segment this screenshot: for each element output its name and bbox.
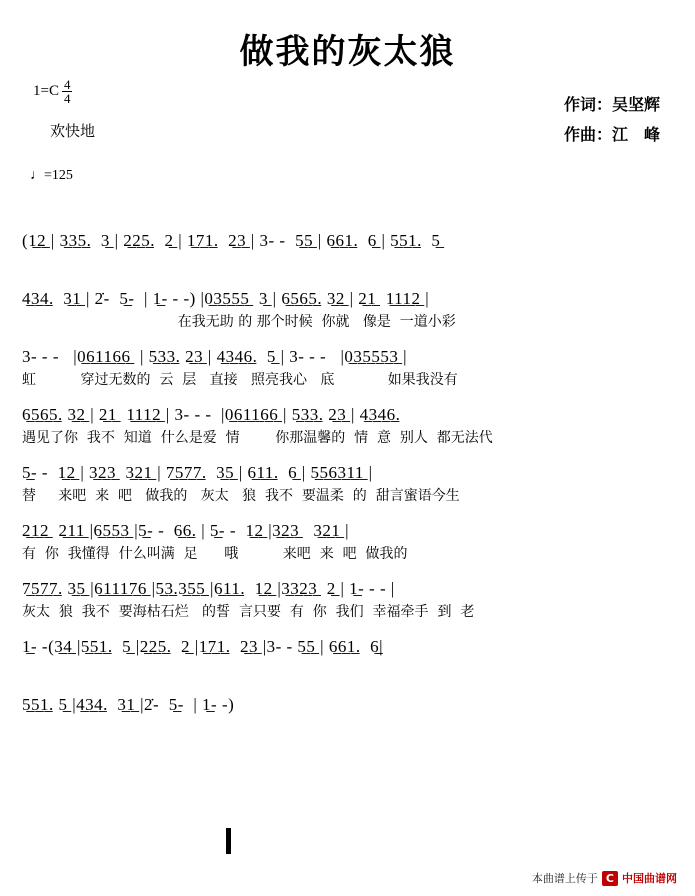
music-system	[0, 692, 695, 742]
notation-line: 4̲3̲4̲. 3̲1̲ | 2̇- 5̲- | 1̲- - -) |0̲3̲5̲5̲5̲ 3̲ | 6̲5̲6̲5̲. 3̲2̲ | 2̲1̲ 1̲1̲1̲2̲ |	[22, 289, 430, 308]
site-name: 中国曲谱网	[622, 872, 677, 885]
credits-block	[564, 90, 660, 149]
music-system	[0, 460, 695, 510]
page-title: 做我的灰太狼	[239, 32, 456, 72]
music-system	[0, 634, 695, 684]
mood-marking: 欢快地	[50, 122, 96, 140]
music-system	[0, 344, 695, 394]
music-system	[0, 286, 695, 336]
final-barline	[226, 828, 231, 854]
lyrics-line	[22, 718, 673, 742]
notation-line: 5̲5̲1̲. 5̲ |4̲3̲4̲. 3̲1̲ |2̇- 5̲- | 1̲- -)	[22, 695, 235, 714]
lyrics-line: 在我无助 的 那个时候 你就 像是 一道小彩	[22, 314, 456, 330]
lyrics-line	[22, 660, 673, 684]
notation-line: 6̲5̲6̲5̲. 3̲2̲ | 2̲1̲ 1̲1̲1̲2̲ | 3- - - |0̲6̲1̲1̲6̲6̲ | 5̲3̲3̲. 2̲3̲ | 4̲3̲4̲6̲.	[22, 405, 406, 424]
lyrics-line: 遇见了你 我不 知道 什么是爱 情 你那温馨的 情 意 别人 都无法代	[22, 430, 493, 446]
notation-line: 1̲- -(3̲4̲ |5̲5̲1̲. 5̲ |2̲2̲5̲. 2̲ |1̲7̲1̲. 2̲3̲ |3- - 5̲5̲ | 6̲6̲1̲. 6̲|	[22, 637, 383, 656]
notation-line: 7̲5̲7̲7̲. 3̲5̲ |6̲1̲1̲1̲7̲6̲ |5̲3̲.3̲5̲5̲ |6̲1̲1̲. 1̲2̲ |3̲3̲2̲3̲ 2̲ | 1̲- - - |	[22, 579, 395, 598]
notation-line: 3- - - |0̲6̲1̲1̲6̲6̲ | 5̲3̲3̲. 2̲3̲ | 4̲3̲4̲6̲. 5̲ | 3- - - |0̲3̲5̲5̲5̲3̲ |	[22, 347, 408, 366]
lyrics-line: 替 来吧 来 吧 做我的 灰太 狼 我不 要温柔 的 甜言蜜语今生	[22, 488, 460, 504]
lyrics-line: 虹 穿过无数的 云 层 直接 照亮我心 底 如果我没有	[22, 372, 458, 388]
lyrics-line	[22, 254, 673, 278]
key-signature	[33, 78, 72, 105]
notation-line: 2̲1̲2̲ 2̲1̲1̲ |6̲5̲5̲3̲ |5̲- - 6̲6̲. | 5̲- - 1̲2̲ |3̲2̲3̲ 3̲2̲1̲ |	[22, 521, 350, 540]
key-label: 1=C	[33, 82, 59, 99]
lyricist-credit: 作词：吴坚辉	[563, 95, 660, 114]
tempo-marking: ♩=125	[30, 168, 73, 183]
time-signature: $\frac{4}{4}$	[63, 77, 71, 106]
music-system	[0, 228, 695, 278]
footer-text: 本曲谱上传于	[531, 872, 598, 885]
footer-credit	[532, 870, 677, 886]
notation-line: 5̲- - 1̲2̲ | 3̲2̲3̲ 3̲2̲1̲ | 7̲5̲7̲7̲. 3̲5̲ | 6̲1̲1̲. 6̲ | 5̲5̲6̲3̲1̲1̲ |	[22, 463, 373, 482]
music-systems	[0, 228, 695, 750]
brand-logo-icon: C	[602, 871, 618, 886]
lyrics-line: 灰太 狼 我不 要海枯石烂 的誓 言只要 有 你 我们 幸福牵手 到 老	[22, 604, 475, 620]
music-system	[0, 576, 695, 626]
music-system	[0, 518, 695, 568]
notation-line: (1̲2̲ | 3̲3̲5̲. 3̲ | 2̲2̲5̲. 2̲ | 1̲7̲1̲. 2̲3̲ | 3- - 5̲5̲ | 6̲6̲1̲. 6̲ | 5̲5̲1̲. 5̲	[22, 231, 441, 250]
music-system	[0, 402, 695, 452]
composer-credit: 作曲：江 峰	[563, 124, 660, 144]
lyrics-line: 有 你 我懂得 什么叫满 足 哦 来吧 来 吧 做我的	[22, 546, 408, 562]
